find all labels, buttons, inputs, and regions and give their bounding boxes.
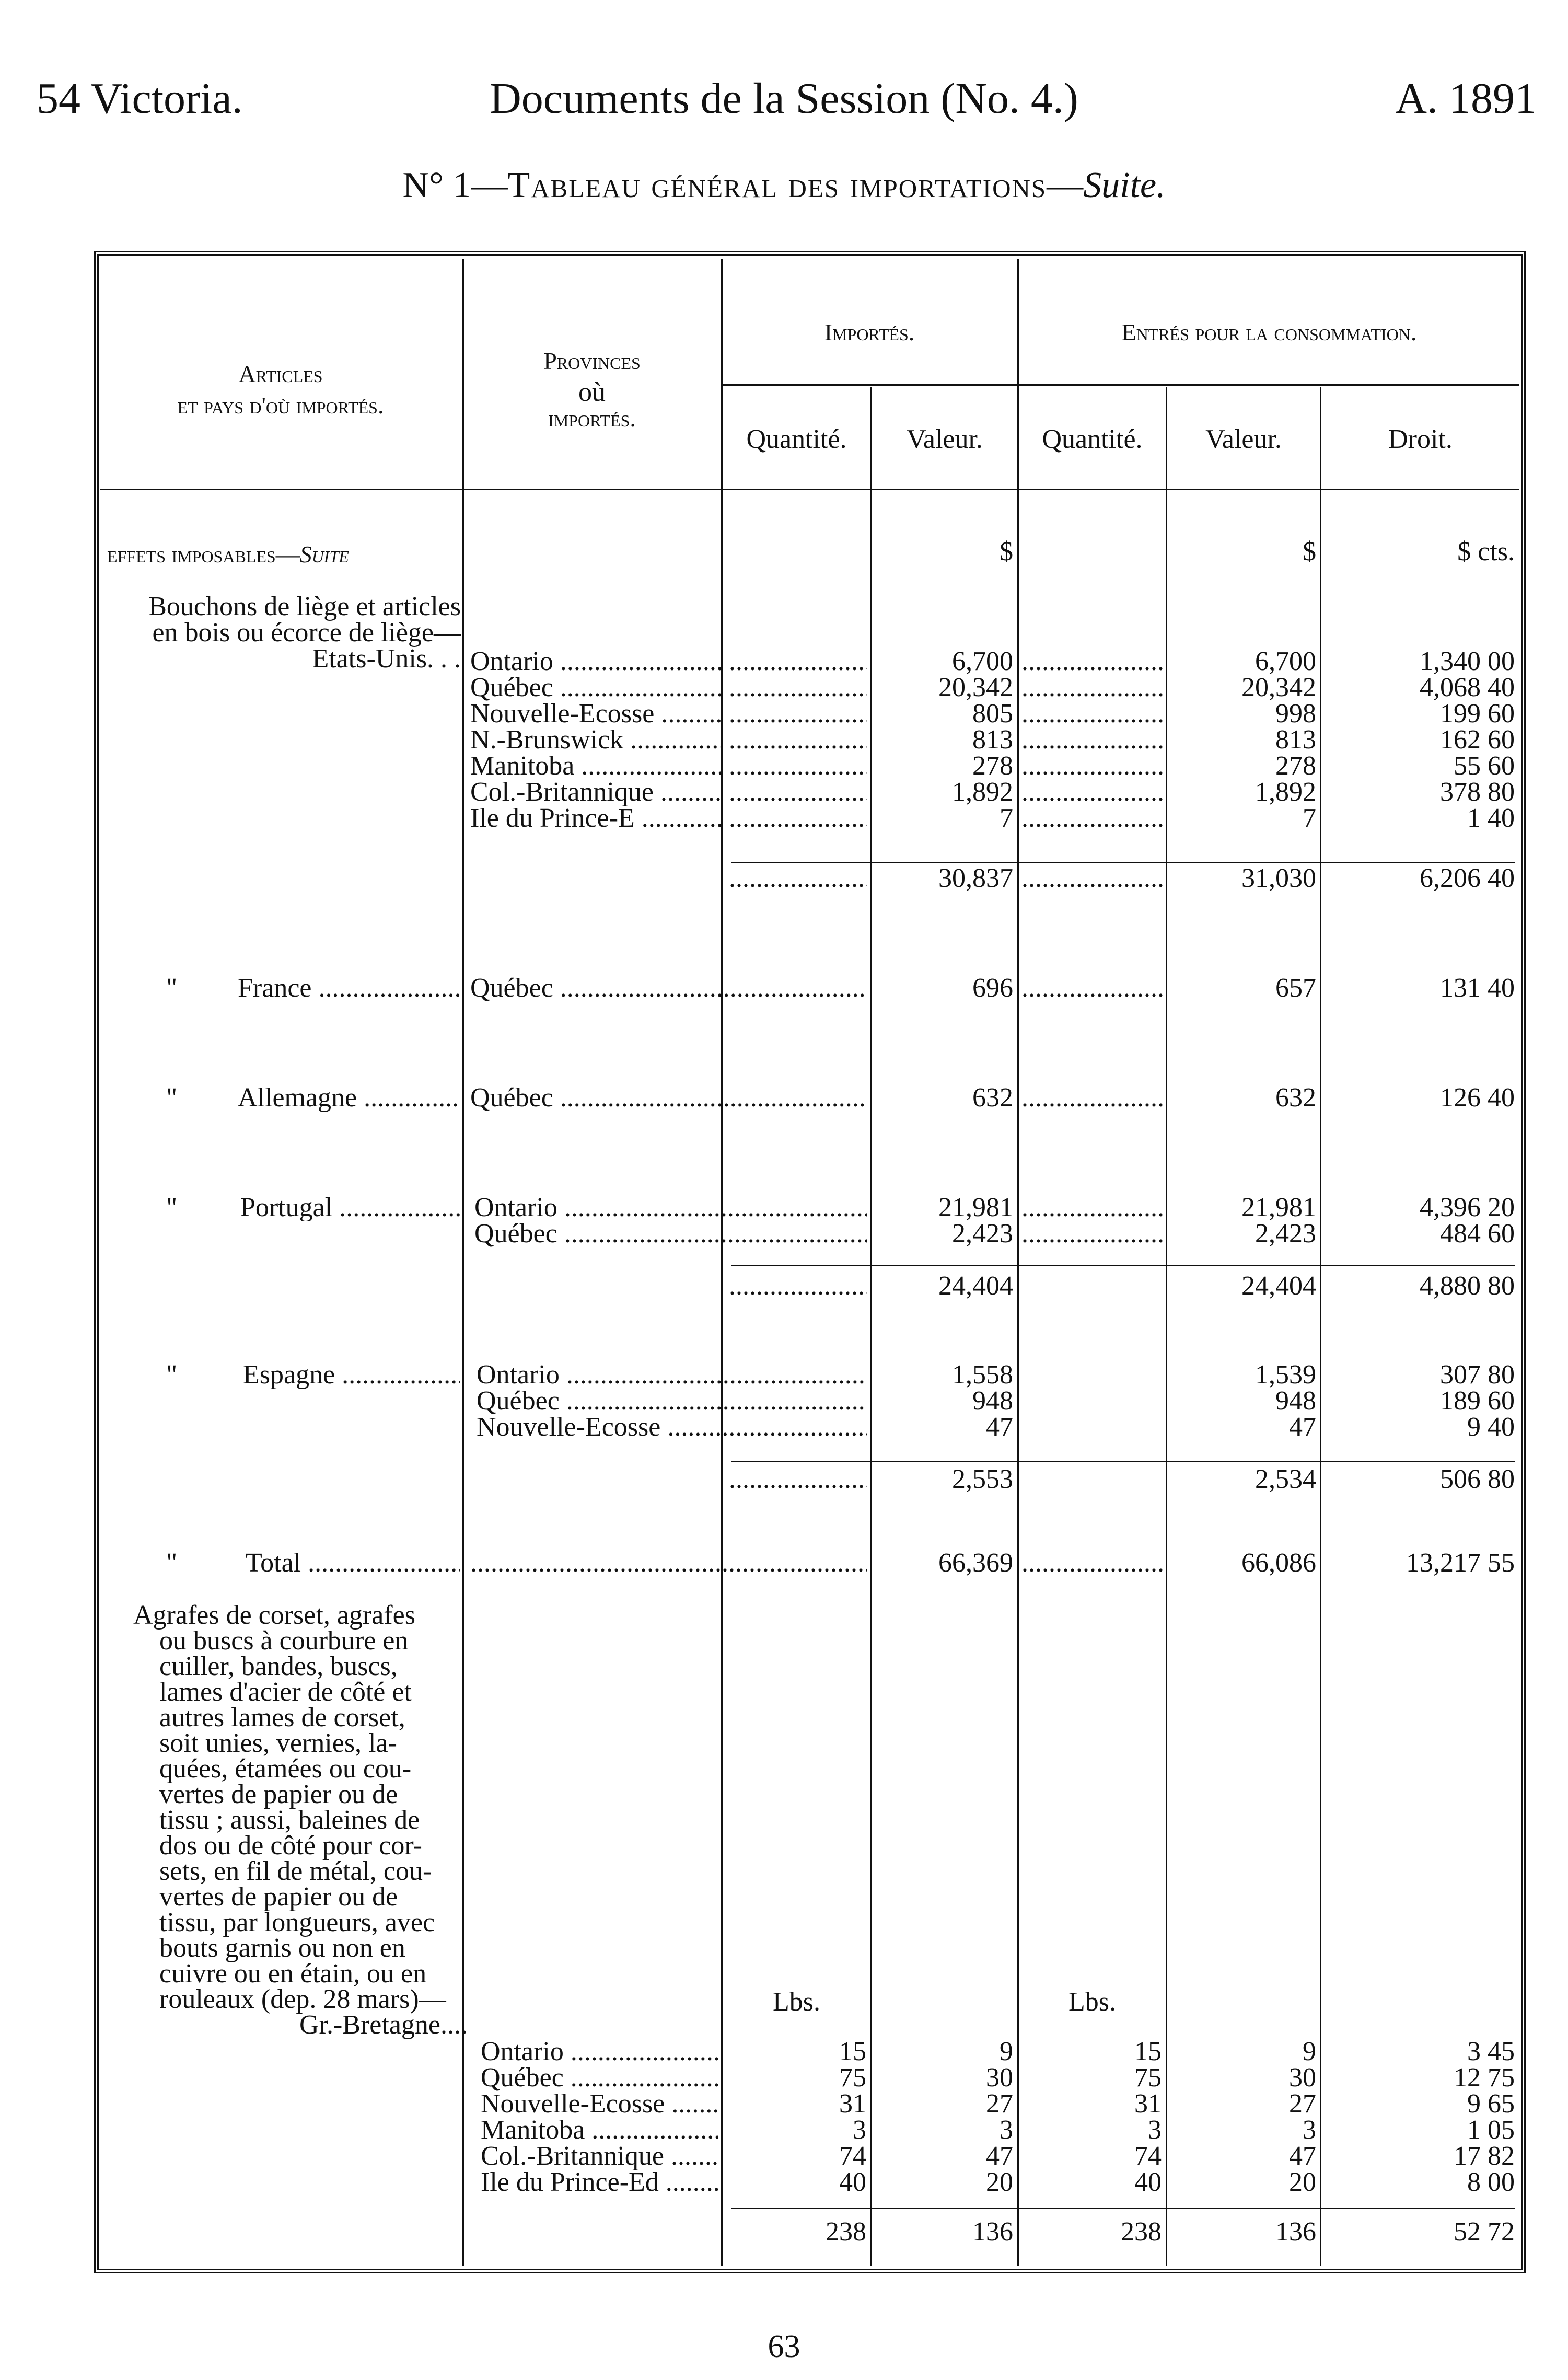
agrafes-row-duty: 8 00 bbox=[1467, 2167, 1515, 2197]
us-row-ent-value: 998 bbox=[1275, 699, 1316, 729]
agrafes-row-ent-qty: 40 bbox=[1134, 2167, 1162, 2197]
portugal-total-dots bbox=[729, 1273, 867, 1300]
us-row-dots bbox=[729, 805, 867, 832]
agrafes-line: soit unies, vernies, la- bbox=[159, 1728, 397, 1758]
us-row-duty: 199 60 bbox=[1440, 699, 1515, 729]
us-row-dots-2 bbox=[1021, 753, 1163, 780]
header-center: Documents de la Session (No. 4.) bbox=[490, 74, 1078, 123]
us-row-duty: 55 60 bbox=[1454, 751, 1515, 781]
portugal-row-province: Ontario ..... bbox=[474, 1194, 867, 1221]
agrafes-row-imp-value: 3 bbox=[1000, 2115, 1013, 2145]
us-row-imp-value: 7 bbox=[1000, 803, 1013, 833]
us-row-dots-2 bbox=[1021, 700, 1163, 727]
us-row-duty: 1,340 00 bbox=[1420, 646, 1515, 676]
ditto-allemagne: " bbox=[166, 1083, 178, 1113]
agrafes-row-ent-value: 30 bbox=[1289, 2063, 1316, 2093]
agrafes-row-duty: 17 82 bbox=[1454, 2141, 1515, 2171]
us-row-ent-value: 20,342 bbox=[1241, 673, 1316, 702]
us-row-dots bbox=[729, 648, 867, 675]
agrafes-row-duty: 12 75 bbox=[1454, 2063, 1515, 2093]
unit-ent-value: $ bbox=[1303, 537, 1316, 567]
header-right: A. 1891 bbox=[1395, 74, 1537, 123]
agrafes-line: lames d'acier de côté et bbox=[159, 1677, 412, 1707]
grand-total-duty: 13,217 55 bbox=[1406, 1548, 1515, 1578]
espagne-total-ent-value: 2,534 bbox=[1255, 1464, 1316, 1494]
agrafes-total-ent-qty: 238 bbox=[1121, 2217, 1162, 2247]
us-total-dots bbox=[729, 865, 867, 892]
col-provinces-2: où bbox=[578, 377, 606, 407]
country-allemagne: Allemagne ..... bbox=[238, 1084, 460, 1112]
bouchons-line-2: en bois ou écorce de liège— bbox=[152, 618, 461, 648]
agrafes-row-imp-qty: 3 bbox=[853, 2115, 866, 2145]
country-france: France ..... bbox=[238, 975, 460, 1002]
col-provinces-1: Provinces bbox=[543, 348, 641, 374]
espagne-row-ent-value: 47 bbox=[1289, 1412, 1316, 1442]
agrafes-row-imp-qty: 74 bbox=[839, 2141, 866, 2171]
grand-total-dots-2 bbox=[1021, 1550, 1163, 1577]
portugal-row-imp-value: 21,981 bbox=[938, 1193, 1013, 1222]
col-entered: Entrés pour la consommation. bbox=[1121, 319, 1417, 345]
us-row-imp-value: 6,700 bbox=[952, 646, 1013, 676]
agrafes-line: sets, en fil de métal, cou- bbox=[159, 1856, 432, 1886]
ditto-total: " bbox=[166, 1548, 178, 1578]
agrafes-row-ent-value: 3 bbox=[1303, 2115, 1316, 2145]
rule-espagne-total bbox=[731, 1461, 1515, 1462]
us-row-imp-value: 813 bbox=[972, 725, 1013, 755]
us-total-duty: 6,206 40 bbox=[1420, 863, 1515, 893]
us-row-imp-value: 278 bbox=[972, 751, 1013, 781]
espagne-row-imp-value: 47 bbox=[986, 1412, 1013, 1442]
rule-h-head bbox=[100, 489, 1519, 490]
unit-duty: $ cts. bbox=[1457, 537, 1515, 567]
us-row-province: Québec ..... bbox=[470, 674, 721, 701]
rule-portugal-total bbox=[731, 1265, 1515, 1266]
us-row-dots-2 bbox=[1021, 779, 1163, 806]
us-row-province: Ontario ..... bbox=[470, 648, 721, 675]
agrafes-line: cuiller, bandes, buscs, bbox=[159, 1651, 398, 1681]
portugal-row-dots bbox=[1021, 1220, 1163, 1247]
bouchons-line-3: Etats-Unis. . . bbox=[312, 644, 461, 674]
espagne-row-duty: 189 60 bbox=[1440, 1386, 1515, 1416]
col-value-2: Valeur. bbox=[1205, 424, 1282, 454]
agrafes-line: cuivre ou en étain, ou en bbox=[159, 1959, 427, 1989]
us-row-dots-2 bbox=[1021, 805, 1163, 832]
section-label: effets imposables—Suite bbox=[107, 541, 349, 568]
agrafes-row-province: Col.-Britannique ..... bbox=[481, 2143, 718, 2170]
espagne-row-ent-value: 1,539 bbox=[1255, 1360, 1316, 1390]
agrafes-line: Gr.-Bretagne.... bbox=[299, 2010, 468, 2040]
col-quantity-2: Quantité. bbox=[1042, 424, 1143, 454]
agrafes-row-province: Ile du Prince-Ed ..... bbox=[481, 2169, 718, 2196]
agrafes-row-province: Nouvelle-Ecosse ..... bbox=[481, 2090, 718, 2118]
portugal-row-province: Québec ..... bbox=[474, 1220, 867, 1247]
table-title: N° 1—Tableau général des importations—Suite. bbox=[402, 165, 1166, 205]
us-row-ent-value: 278 bbox=[1275, 751, 1316, 781]
unit-imp-value: $ bbox=[1000, 537, 1013, 567]
agrafes-row-ent-value: 9 bbox=[1303, 2037, 1316, 2066]
portugal-row-imp-value: 2,423 bbox=[952, 1219, 1013, 1249]
ditto-espagne: " bbox=[166, 1360, 178, 1390]
us-total-imp-value: 30,837 bbox=[938, 863, 1013, 893]
us-total-dots-2 bbox=[1021, 865, 1163, 892]
espagne-total-dots bbox=[729, 1466, 867, 1493]
us-row-duty: 4,068 40 bbox=[1420, 673, 1515, 702]
agrafes-line: tissu ; aussi, baleines de bbox=[159, 1805, 420, 1835]
agrafes-row-imp-value: 30 bbox=[986, 2063, 1013, 2093]
agrafes-total-duty: 52 72 bbox=[1454, 2217, 1515, 2247]
col-articles-2: et pays d'où importés. bbox=[177, 392, 384, 419]
us-row-duty: 378 80 bbox=[1440, 777, 1515, 807]
us-row-duty: 1 40 bbox=[1467, 803, 1515, 833]
agrafes-row-province: Québec ..... bbox=[481, 2064, 718, 2092]
bouchons-line-1: Bouchons de liège et articles bbox=[148, 592, 461, 621]
grand-total-dots bbox=[470, 1550, 867, 1577]
espagne-row-duty: 307 80 bbox=[1440, 1360, 1515, 1390]
france-dots bbox=[1021, 975, 1163, 1002]
col-quantity: Quantité. bbox=[746, 424, 847, 454]
grand-total-imp-value: 66,369 bbox=[938, 1548, 1013, 1578]
agrafes-line: bouts garnis ou non en bbox=[159, 1933, 405, 1963]
agrafes-row-province: Ontario ..... bbox=[481, 2038, 718, 2065]
grand-total-label: Total ..... bbox=[246, 1550, 460, 1577]
espagne-total-imp-value: 2,553 bbox=[952, 1464, 1013, 1494]
portugal-row-ent-value: 2,423 bbox=[1255, 1219, 1316, 1249]
espagne-row-province: Nouvelle-Ecosse ..... bbox=[477, 1414, 867, 1441]
agrafes-total-ent-value: 136 bbox=[1275, 2217, 1316, 2247]
agrafes-row-ent-value: 47 bbox=[1289, 2141, 1316, 2171]
us-row-province: Manitoba ..... bbox=[470, 753, 721, 780]
espagne-row-province: Ontario ..... bbox=[477, 1361, 867, 1389]
portugal-row-dots bbox=[1021, 1194, 1163, 1221]
france-duty: 131 40 bbox=[1440, 973, 1515, 1003]
country-espagne: Espagne ..... bbox=[243, 1361, 460, 1389]
agrafes-row-imp-qty: 31 bbox=[839, 2089, 866, 2119]
us-row-ent-value: 813 bbox=[1275, 725, 1316, 755]
us-row-dots bbox=[729, 674, 867, 701]
rule-agrafes-total bbox=[731, 2208, 1515, 2209]
agrafes-row-duty: 1 05 bbox=[1467, 2115, 1515, 2145]
ditto-portugal: " bbox=[166, 1193, 178, 1222]
rule-h-sub bbox=[721, 384, 1519, 386]
agrafes-row-imp-qty: 15 bbox=[839, 2037, 866, 2066]
allemagne-prov: Québec ..... bbox=[470, 1084, 867, 1112]
agrafes-line: dos ou de côté pour cor- bbox=[159, 1831, 422, 1861]
us-row-duty: 162 60 bbox=[1440, 725, 1515, 755]
agrafes-row-ent-qty: 31 bbox=[1134, 2089, 1162, 2119]
us-row-dots bbox=[729, 700, 867, 727]
agrafes-row-imp-value: 20 bbox=[986, 2167, 1013, 2197]
allemagne-imp-value: 632 bbox=[972, 1083, 1013, 1113]
rule-v2 bbox=[721, 259, 723, 2266]
col-imported: Importés. bbox=[824, 319, 915, 345]
us-row-province: Nouvelle-Ecosse ..... bbox=[470, 700, 721, 727]
rule-v4 bbox=[1017, 259, 1019, 2266]
france-ent-value: 657 bbox=[1275, 973, 1316, 1003]
agrafes-row-duty: 3 45 bbox=[1467, 2037, 1515, 2066]
agrafes-row-ent-qty: 15 bbox=[1134, 2037, 1162, 2066]
agrafes-unit-q2: Lbs. bbox=[1068, 1987, 1116, 2017]
agrafes-line: rouleaux (dep. 28 mars)— bbox=[159, 1984, 446, 2014]
agrafes-row-ent-value: 27 bbox=[1289, 2089, 1316, 2119]
portugal-total-imp-value: 24,404 bbox=[938, 1271, 1013, 1301]
ditto-france: " bbox=[166, 973, 178, 1003]
espagne-row-imp-value: 948 bbox=[972, 1386, 1013, 1416]
us-row-ent-value: 6,700 bbox=[1255, 646, 1316, 676]
allemagne-duty: 126 40 bbox=[1440, 1083, 1515, 1113]
portugal-total-duty: 4,880 80 bbox=[1420, 1271, 1515, 1301]
allemagne-dots bbox=[1021, 1084, 1163, 1112]
agrafes-line: vertes de papier ou de bbox=[159, 1780, 398, 1809]
rule-us-total bbox=[731, 862, 1515, 863]
us-row-dots bbox=[729, 726, 867, 754]
agrafes-line: Agrafes de corset, agrafes bbox=[133, 1600, 415, 1630]
agrafes-row-imp-qty: 75 bbox=[839, 2063, 866, 2093]
agrafes-total-imp-qty: 238 bbox=[826, 2217, 866, 2247]
portugal-row-duty: 4,396 20 bbox=[1420, 1193, 1515, 1222]
us-row-dots-2 bbox=[1021, 726, 1163, 754]
agrafes-line: tissu, par longueurs, avec bbox=[159, 1908, 435, 1937]
header-left: 54 Victoria. bbox=[37, 74, 243, 123]
espagne-total-duty: 506 80 bbox=[1440, 1464, 1515, 1494]
france-prov: Québec ..... bbox=[470, 975, 867, 1002]
col-value: Valeur. bbox=[907, 424, 983, 454]
us-row-dots-2 bbox=[1021, 674, 1163, 701]
agrafes-line: autres lames de corset, bbox=[159, 1703, 405, 1732]
us-row-imp-value: 1,892 bbox=[952, 777, 1013, 807]
agrafes-row-province: Manitoba ..... bbox=[481, 2117, 718, 2144]
agrafes-line: vertes de papier ou de bbox=[159, 1882, 398, 1912]
us-row-imp-value: 805 bbox=[972, 699, 1013, 729]
agrafes-row-imp-value: 47 bbox=[986, 2141, 1013, 2171]
country-portugal: Portugal ..... bbox=[240, 1194, 460, 1221]
us-total-ent-value: 31,030 bbox=[1241, 863, 1316, 893]
us-row-province: N.-Brunswick ..... bbox=[470, 726, 721, 754]
us-row-province: Ile du Prince-E ..... bbox=[470, 805, 721, 832]
agrafes-total-imp-value: 136 bbox=[972, 2217, 1013, 2247]
agrafes-row-imp-value: 27 bbox=[986, 2089, 1013, 2119]
col-duty: Droit. bbox=[1388, 424, 1453, 454]
portugal-total-ent-value: 24,404 bbox=[1241, 1271, 1316, 1301]
us-row-dots-2 bbox=[1021, 648, 1163, 675]
espagne-row-ent-value: 948 bbox=[1275, 1386, 1316, 1416]
espagne-row-province: Québec ..... bbox=[477, 1388, 867, 1415]
france-imp-value: 696 bbox=[972, 973, 1013, 1003]
us-row-dots bbox=[729, 753, 867, 780]
page-number: 63 bbox=[768, 2329, 800, 2364]
agrafes-row-ent-qty: 3 bbox=[1148, 2115, 1162, 2145]
espagne-row-imp-value: 1,558 bbox=[952, 1360, 1013, 1390]
agrafes-line: quées, étamées ou cou- bbox=[159, 1754, 412, 1784]
agrafes-row-ent-qty: 75 bbox=[1134, 2063, 1162, 2093]
us-row-imp-value: 20,342 bbox=[938, 673, 1013, 702]
agrafes-row-imp-value: 9 bbox=[1000, 2037, 1013, 2066]
us-row-ent-value: 1,892 bbox=[1255, 777, 1316, 807]
us-row-dots bbox=[729, 779, 867, 806]
agrafes-unit-q: Lbs. bbox=[773, 1987, 820, 2017]
col-provinces-3: importés. bbox=[548, 405, 636, 432]
allemagne-ent-value: 632 bbox=[1275, 1083, 1316, 1113]
us-row-ent-value: 7 bbox=[1303, 803, 1316, 833]
us-row-province: Col.-Britannique ..... bbox=[470, 779, 721, 806]
agrafes-row-ent-qty: 74 bbox=[1134, 2141, 1162, 2171]
agrafes-row-duty: 9 65 bbox=[1467, 2089, 1515, 2119]
agrafes-row-ent-value: 20 bbox=[1289, 2167, 1316, 2197]
grand-total-ent-value: 66,086 bbox=[1241, 1548, 1316, 1578]
agrafes-line: ou buscs à courbure en bbox=[159, 1626, 409, 1656]
portugal-row-duty: 484 60 bbox=[1440, 1219, 1515, 1249]
agrafes-row-imp-qty: 40 bbox=[839, 2167, 866, 2197]
espagne-row-duty: 9 40 bbox=[1467, 1412, 1515, 1442]
col-articles-1: Articles bbox=[238, 361, 323, 387]
portugal-row-ent-value: 21,981 bbox=[1241, 1193, 1316, 1222]
